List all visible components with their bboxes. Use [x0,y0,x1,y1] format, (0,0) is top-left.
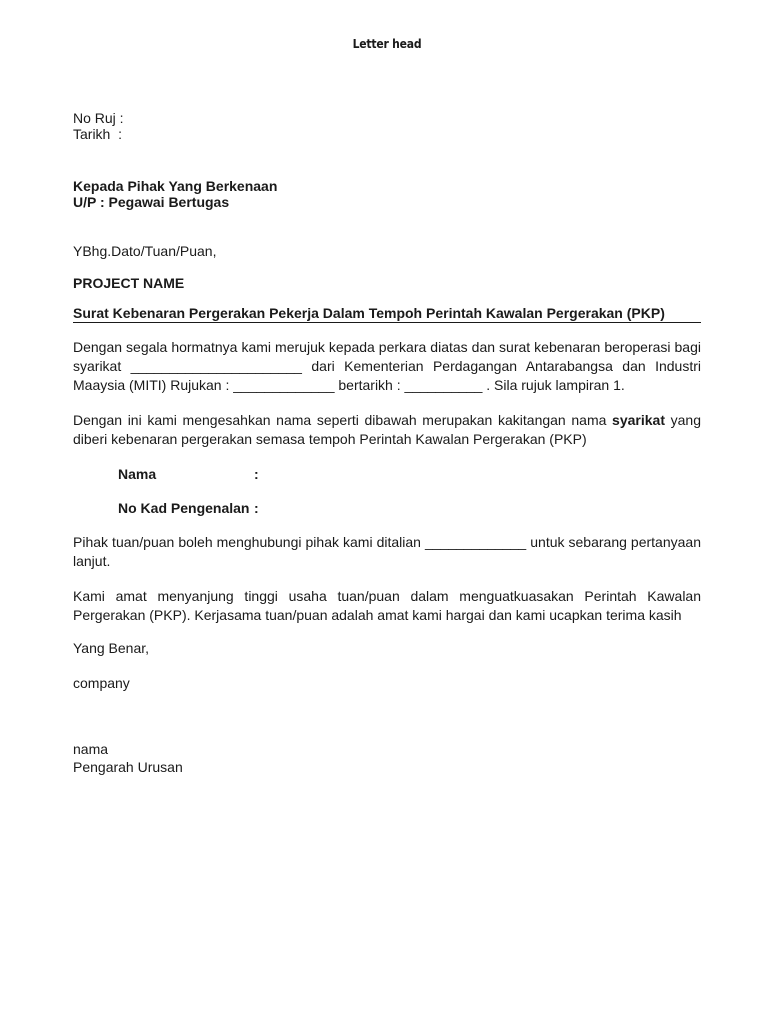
paragraph-2-end: yang diberi kebenaran pergerakan semasa tempoh Perintah Kawalan Pergerakan (PKP) [73,412,701,447]
paragraph-4: Kami amat menyanjung tinggi usaha tuan/puan dalam menguatkuasakan Perintah Kawalan Pergerakan (PKP). Kerjasama tuan/puan adalah amat kami hargai dan kami ucapkan terima kasih [73,588,701,623]
signatory-name: nama [73,741,109,757]
paragraph-3: Pihak tuan/puan boleh menghubungi pihak kami ditalian _____________ untuk sebarang pertanyaan lanjut. [73,534,701,569]
letterhead: Letter head [352,37,422,51]
field-nama-colon: : [254,466,259,482]
salutation: YBhg.Dato/Tuan/Puan, [73,243,217,259]
paragraph-1: Dengan segala hormatnya kami merujuk kepada perkara diatas dan surat kebenaran beroperasi bagi syarikat ______________________ dari Kementerian Perdagangan Antarabangsa dan Industri Maaysia (MITI) Rujukan : _____________ bertarikh : __________ . Sila rujuk lampiran 1. [73,339,701,393]
paragraph-2 [73,411,701,449]
field-ic-label: No Kad Pengenalan [118,500,250,516]
reference-date: Tarikh : [73,126,123,142]
reference-block [73,110,701,142]
paragraph-2-bold: syarikat [612,412,665,428]
field-ic-colon: : [254,500,259,516]
paragraph-2-start: Dengan ini kami mengesahkan nama seperti dibawah merupakan kakitangan nama [73,412,613,428]
field-ic [118,500,259,516]
recipient-block [73,178,701,210]
reference-number: No Ruj : [73,110,124,126]
company-name: company [73,675,130,691]
recipient-line1: Kepada Pihak Yang Berkenaan [73,178,278,194]
recipient-line2: U/P : Pegawai Bertugas [73,194,230,210]
field-nama [118,466,259,482]
closing: Yang Benar, [73,640,150,656]
project-name: PROJECT NAME [73,275,185,291]
subject-line: Surat Kebenaran Pergerakan Pekerja Dalam Tempoh Perintah Kawalan Pergerakan (PKP) [73,305,701,323]
signatory-title: Pengarah Urusan [73,759,183,775]
field-nama-label: Nama [118,466,157,482]
